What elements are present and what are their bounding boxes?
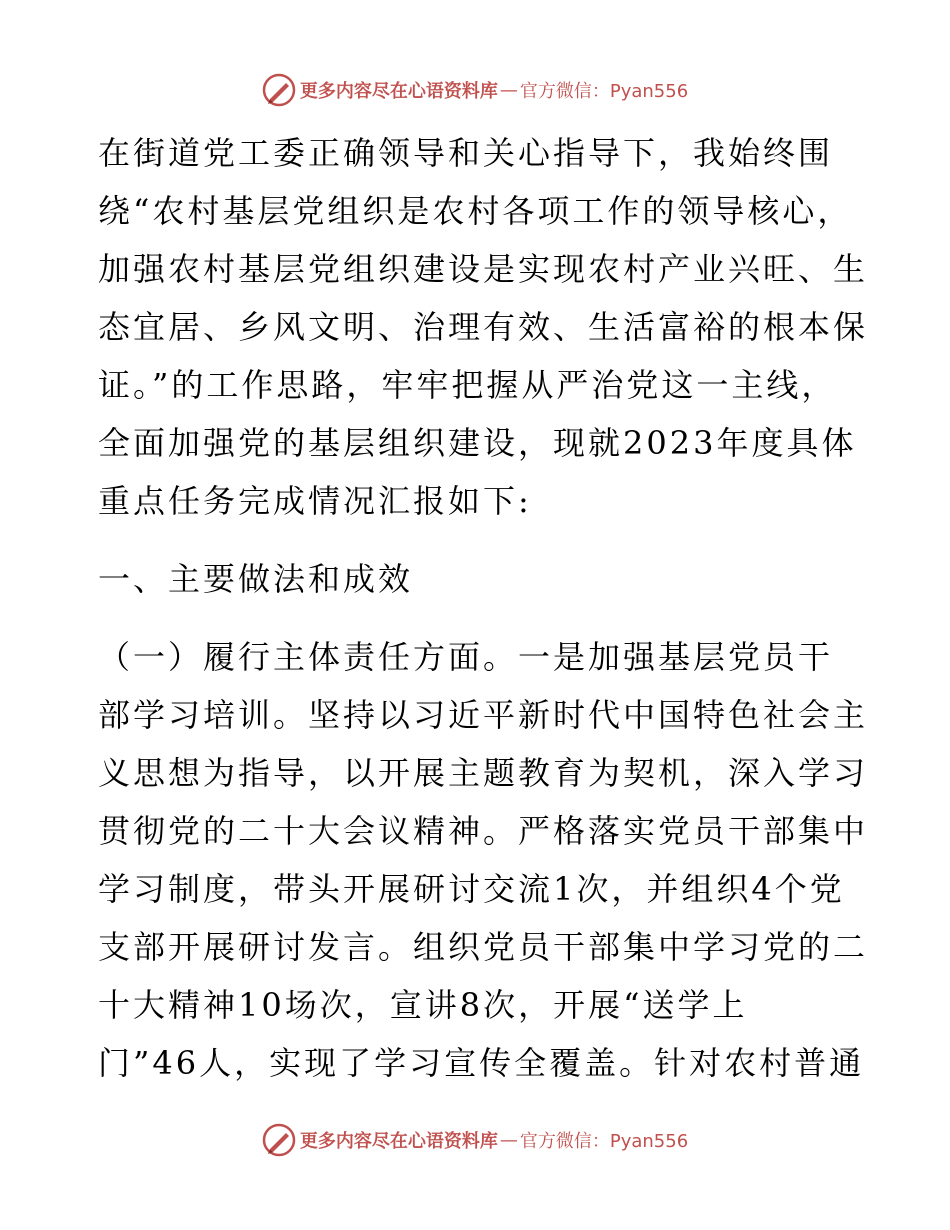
footer-watermark xyxy=(0,1120,950,1160)
watermark-wechat-text: 官方微信：Pyan556 xyxy=(519,1131,689,1152)
watermark-wechat-text: 官方微信：Pyan556 xyxy=(519,81,689,102)
text-line: 加强农村基层党组织建设是实现农村产业兴旺、生 xyxy=(98,250,869,288)
text-line: 义思想为指导，以开展主题教育为契机，深入学习 xyxy=(98,754,869,792)
text-line: 在街道党工委正确领导和关心指导下，我始终围 xyxy=(98,134,834,172)
pen-logo-icon xyxy=(262,1123,296,1157)
watermark-main-text: 更多内容尽在心语资料库 xyxy=(299,81,498,102)
text-line: （一）履行主体责任方面。一是加强基层党员干 xyxy=(98,638,834,676)
text-line: 支部开展研讨发言。组织党员干部集中学习党的二 xyxy=(98,928,869,966)
heading-line: 一、主要做法和成效 xyxy=(98,560,414,598)
section-heading xyxy=(98,550,858,608)
watermark-main-text: 更多内容尽在心语资料库 xyxy=(299,1131,498,1152)
header-watermark xyxy=(0,70,950,110)
pen-logo-icon xyxy=(262,73,296,107)
watermark-dash: — xyxy=(499,1129,518,1151)
intro-paragraph xyxy=(98,124,869,530)
document-body xyxy=(98,124,869,1092)
text-line: 重点任务完成情况汇报如下: xyxy=(98,482,532,520)
text-line: 贯彻党的二十大会议精神。严格落实党员干部集中 xyxy=(98,812,869,850)
watermark-dash: — xyxy=(499,79,518,101)
text-line: 十大精神10场次，宣讲8次，开展“送学上 xyxy=(98,986,748,1024)
text-line: 态宜居、乡风文明、治理有效、生活富裕的根本保 xyxy=(98,308,869,346)
text-line: 绕“农村基层党组织是农村各项工作的领导核心， xyxy=(98,192,853,230)
text-line: 部学习培训。坚持以习近平新时代中国特色社会主 xyxy=(98,696,869,734)
text-line: 全面加强党的基层组织建设，现就2023年度具体 xyxy=(98,424,857,462)
text-line: 证。”的工作思路，牢牢把握从严治党这一主线， xyxy=(98,366,837,404)
text-line: 门”46人，实现了学习宣传全覆盖。针对农村普通 xyxy=(98,1044,865,1082)
body-paragraph xyxy=(98,628,869,1092)
text-line: 学习制度，带头开展研讨交流1次，并组织4个党 xyxy=(98,870,845,908)
